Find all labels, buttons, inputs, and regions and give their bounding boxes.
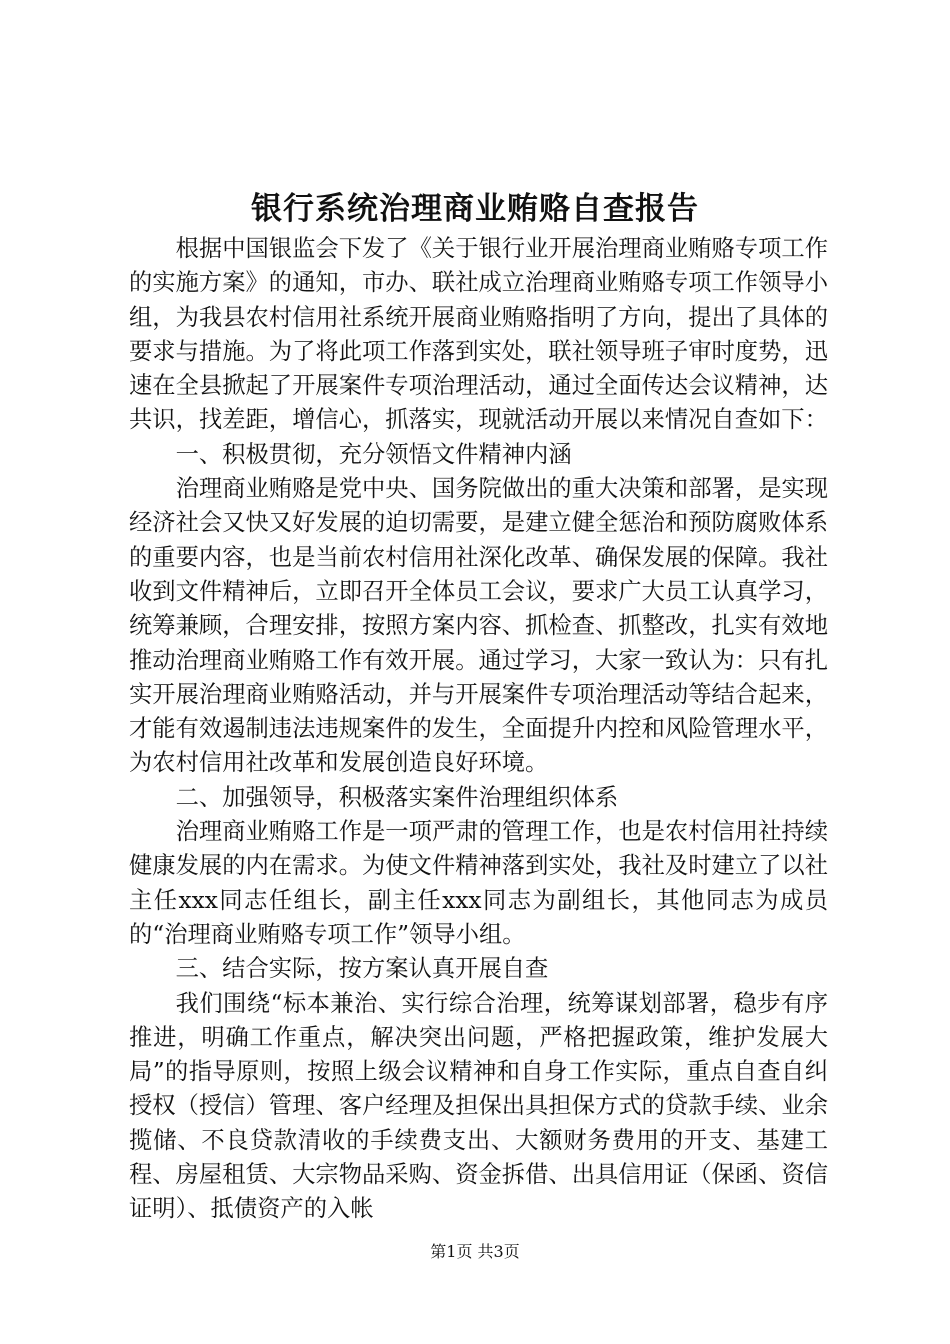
section-heading-2: 二、加强领导，积极落实案件治理组织体系	[175, 783, 619, 811]
paragraph-section-2: 治理商业贿赂工作是一项严肃的管理工作，也是农村信用社持续健康发展的内在需求。为使文件精神落到实处，我社及时建立了以社主任xxx同志任组长，副主任xxx同志为副组长，其他同志为成员的“治理商业贿赂专项工作”领导小组。	[129, 818, 828, 948]
document-title: 银行系统治理商业贿赂自查报告	[251, 191, 699, 227]
section-heading-1: 一、积极贯彻，充分领悟文件精神内涵	[175, 440, 572, 468]
paragraph-section-1: 治理商业贿赂是党中央、国务院做出的重大决策和部署，是实现经济社会又快又好发展的迫切需要，是建立健全惩治和预防腐败体系的重要内容，也是当前农村信用社深化改革、确保发展的保障。我社收到文件精神后，立即召开全体员工会议，要求广大员工认真学习，统筹兼顾，合理安排，按照方案内容、抓检查、抓整改，扎实有效地推动治理商业贿赂工作有效开展。通过学习，大家一致认为：只有扎实开展治理商业贿赂活动，并与开展案件专项治理活动等结合起来，才能有效遏制违法违规案件的发生，全面提升内控和风险管理水平，为农村信用社改革和发展创造良好环境。	[129, 475, 828, 777]
section-heading-3: 三、结合实际，按方案认真开展自查	[175, 955, 549, 983]
paragraph-intro: 根据中国银监会下发了《关于银行业开展治理商业贿赂专项工作的实施方案》的通知，市办、联社成立治理商业贿赂专项工作领导小组，为我县农村信用社系统开展商业贿赂指明了方向，提出了具体的要求与措施。为了将此项工作落到实处，联社领导班子审时度势，迅速在全县掀起了开展案件专项治理活动，通过全面传达会议精神，达共识，找差距，增信心，抓落实，现就活动开展以来情况自查如下：	[129, 235, 828, 434]
document-body	[129, 232, 828, 1227]
page-number-footer: 第1页 共3页	[430, 1242, 520, 1261]
paragraph-section-3: 我们围绕“标本兼治、实行综合治理，统筹谋划部署，稳步有序推进，明确工作重点，解决突出问题，严格把握政策，维护发展大局”的指导原则，按照上级会议精神和自身工作实际，重点自查自纠授权（授信）管理、客户经理及担保出具担保方式的贷款手续、业余揽储、不良贷款清收的手续费支出、大额财务费用的开支、基建工程、房屋租赁、大宗物品采购、资金拆借、出具信用证（保函、资信证明）、抵债资产的入帐	[129, 989, 828, 1223]
